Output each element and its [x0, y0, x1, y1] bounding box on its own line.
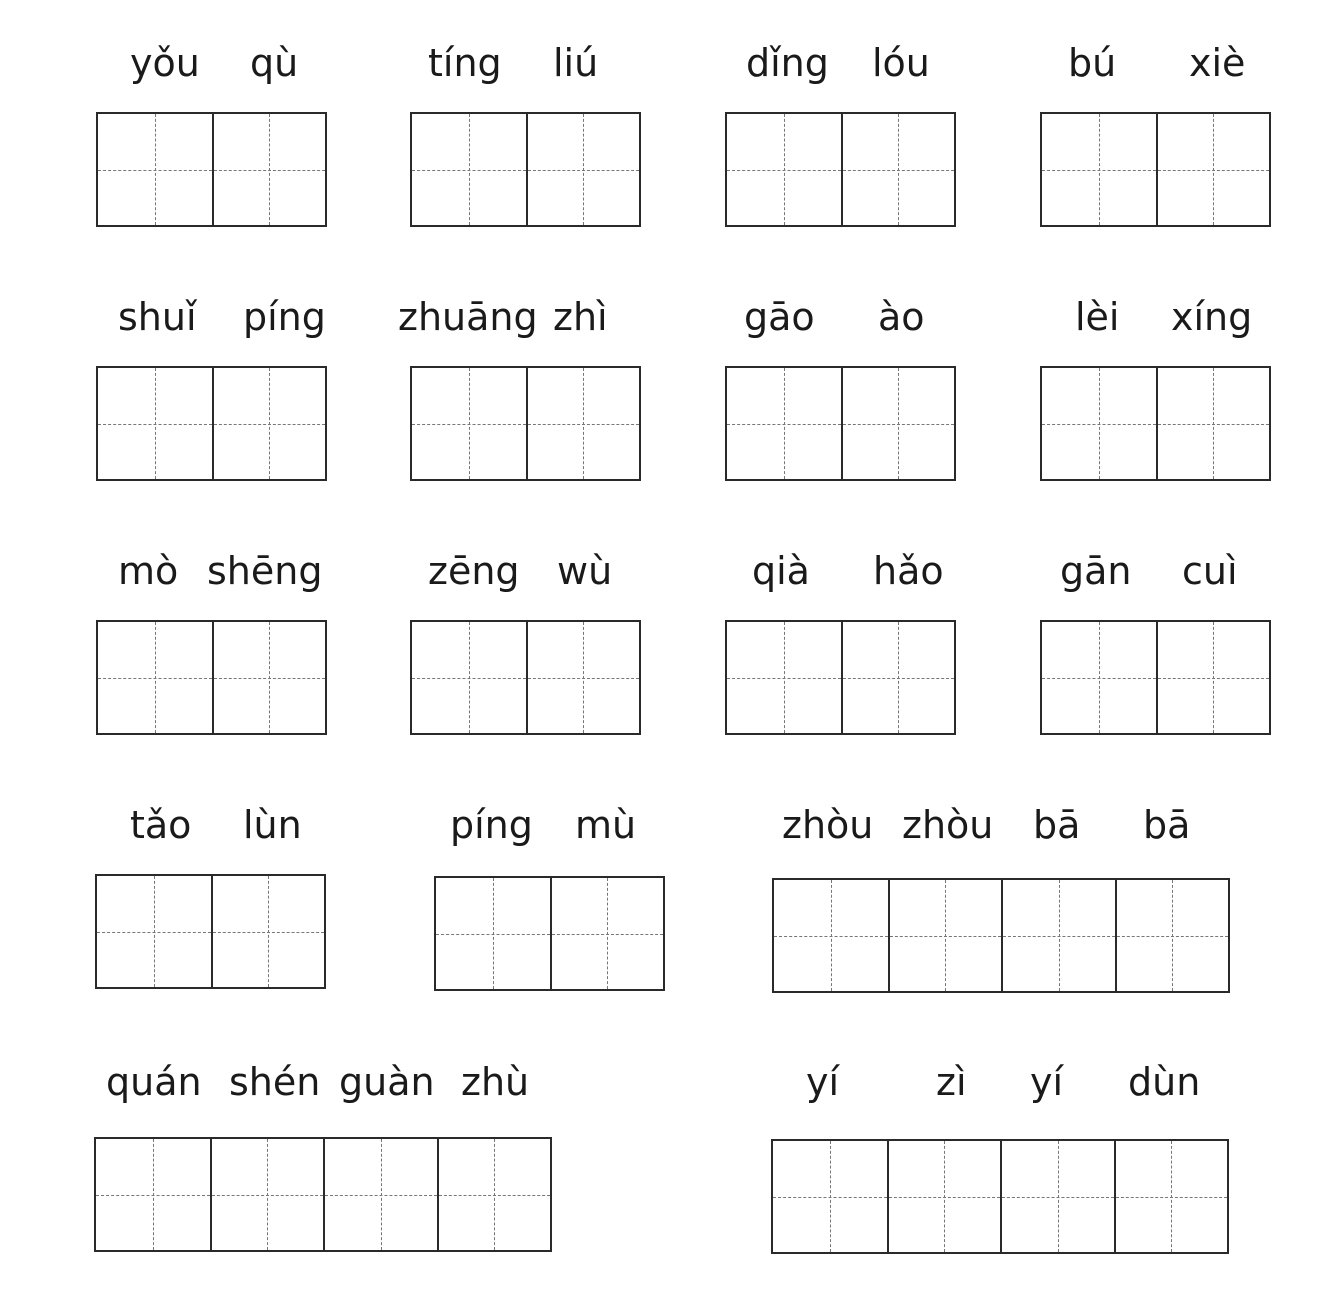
writing-grid	[725, 620, 956, 735]
pinyin-syllable: shén	[229, 1060, 321, 1104]
writing-grid	[772, 878, 1230, 993]
pinyin-syllable: gāo	[744, 295, 815, 339]
writing-grid	[410, 112, 641, 227]
guide-line-horizontal	[1117, 936, 1229, 937]
guide-line-horizontal	[98, 678, 212, 679]
writing-cell[interactable]	[1000, 1141, 1114, 1252]
pinyin-syllable: gān	[1060, 549, 1132, 593]
pinyin-syllable: yí	[806, 1060, 840, 1104]
pinyin-syllable: xíng	[1171, 295, 1253, 339]
pinyin-syllable: qià	[752, 549, 810, 593]
guide-line-horizontal	[214, 678, 326, 679]
guide-line-horizontal	[96, 1195, 210, 1196]
writing-grid	[771, 1139, 1229, 1254]
guide-line-horizontal	[1116, 1197, 1228, 1198]
writing-grid	[96, 366, 327, 481]
pinyin-syllable: qù	[250, 41, 299, 85]
guide-line-horizontal	[843, 424, 955, 425]
writing-cell[interactable]	[97, 876, 211, 987]
pinyin-syllable: wù	[557, 549, 613, 593]
pinyin-syllable: zhuāng	[398, 295, 538, 339]
guide-line-horizontal	[412, 424, 526, 425]
pinyin-syllable: yǒu	[130, 41, 200, 85]
writing-grid	[96, 112, 327, 227]
writing-grid	[725, 366, 956, 481]
guide-line-horizontal	[773, 1197, 887, 1198]
guide-line-horizontal	[552, 934, 664, 935]
pinyin-syllable: tǎo	[130, 803, 192, 847]
guide-line-horizontal	[890, 936, 1002, 937]
guide-line-horizontal	[1042, 170, 1156, 171]
writing-cell[interactable]	[1042, 114, 1156, 225]
writing-cell[interactable]	[1156, 622, 1270, 733]
writing-grid	[1040, 112, 1271, 227]
pinyin-syllable: tíng	[428, 41, 502, 85]
pinyin-syllable: guàn	[339, 1060, 435, 1104]
guide-line-horizontal	[727, 678, 841, 679]
writing-cell[interactable]	[323, 1139, 437, 1250]
writing-cell[interactable]	[526, 622, 640, 733]
writing-cell[interactable]	[841, 114, 955, 225]
writing-cell[interactable]	[1156, 368, 1270, 479]
guide-line-horizontal	[1003, 936, 1115, 937]
writing-cell[interactable]	[727, 114, 841, 225]
pinyin-syllable: píng	[243, 295, 326, 339]
writing-cell[interactable]	[437, 1139, 551, 1250]
pinyin-syllable: dǐng	[746, 41, 829, 85]
writing-cell[interactable]	[1042, 368, 1156, 479]
pinyin-syllable: mù	[575, 803, 637, 847]
guide-line-horizontal	[1158, 678, 1270, 679]
writing-cell[interactable]	[841, 622, 955, 733]
guide-line-horizontal	[436, 934, 550, 935]
writing-cell[interactable]	[212, 368, 326, 479]
writing-cell[interactable]	[412, 368, 526, 479]
guide-line-horizontal	[774, 936, 888, 937]
writing-grid	[1040, 366, 1271, 481]
guide-line-horizontal	[98, 424, 212, 425]
pinyin-syllable: liú	[553, 41, 599, 85]
guide-line-horizontal	[843, 678, 955, 679]
writing-cell[interactable]	[773, 1141, 887, 1252]
writing-cell[interactable]	[550, 878, 664, 989]
guide-line-horizontal	[528, 170, 640, 171]
guide-line-horizontal	[1158, 170, 1270, 171]
pinyin-syllable: bú	[1068, 41, 1117, 85]
writing-grid	[725, 112, 956, 227]
pinyin-syllable: zhòu	[902, 803, 994, 847]
writing-cell[interactable]	[1115, 880, 1229, 991]
writing-grid	[1040, 620, 1271, 735]
pinyin-syllable: bā	[1033, 803, 1081, 847]
writing-cell[interactable]	[98, 368, 212, 479]
writing-grid	[96, 620, 327, 735]
guide-line-horizontal	[97, 932, 211, 933]
pinyin-syllable: cuì	[1182, 549, 1238, 593]
writing-cell[interactable]	[727, 622, 841, 733]
writing-cell[interactable]	[887, 1141, 1001, 1252]
writing-cell[interactable]	[212, 114, 326, 225]
writing-cell[interactable]	[98, 114, 212, 225]
pinyin-syllable: zhì	[553, 295, 608, 339]
pinyin-syllable: píng	[450, 803, 533, 847]
writing-cell[interactable]	[727, 368, 841, 479]
guide-line-horizontal	[843, 170, 955, 171]
writing-cell[interactable]	[212, 622, 326, 733]
pinyin-syllable: bā	[1143, 803, 1191, 847]
guide-line-horizontal	[325, 1195, 437, 1196]
writing-cell[interactable]	[1042, 622, 1156, 733]
guide-line-horizontal	[412, 678, 526, 679]
guide-line-horizontal	[439, 1195, 551, 1196]
writing-grid	[434, 876, 665, 991]
writing-cell[interactable]	[841, 368, 955, 479]
pinyin-syllable: ào	[878, 295, 925, 339]
writing-grid	[410, 620, 641, 735]
writing-cell[interactable]	[412, 114, 526, 225]
writing-grid	[95, 874, 326, 989]
pinyin-syllable: quán	[106, 1060, 202, 1104]
guide-line-horizontal	[528, 678, 640, 679]
pinyin-syllable: hǎo	[873, 549, 944, 593]
pinyin-syllable: lèi	[1075, 295, 1120, 339]
writing-cell[interactable]	[1114, 1141, 1228, 1252]
guide-line-horizontal	[1002, 1197, 1114, 1198]
pinyin-syllable: shēng	[207, 549, 323, 593]
writing-cell[interactable]	[1001, 880, 1115, 991]
writing-cell[interactable]	[526, 368, 640, 479]
guide-line-horizontal	[727, 170, 841, 171]
guide-line-horizontal	[528, 424, 640, 425]
writing-cell[interactable]	[436, 878, 550, 989]
writing-cell[interactable]	[1156, 114, 1270, 225]
guide-line-horizontal	[1042, 678, 1156, 679]
guide-line-horizontal	[727, 424, 841, 425]
writing-cell[interactable]	[774, 880, 888, 991]
pinyin-syllable: shuǐ	[118, 295, 197, 339]
guide-line-horizontal	[213, 932, 325, 933]
guide-line-horizontal	[212, 1195, 324, 1196]
guide-line-horizontal	[889, 1197, 1001, 1198]
guide-line-horizontal	[1158, 424, 1270, 425]
writing-cell[interactable]	[888, 880, 1002, 991]
guide-line-horizontal	[1042, 424, 1156, 425]
writing-cell[interactable]	[526, 114, 640, 225]
writing-cell[interactable]	[96, 1139, 210, 1250]
pinyin-syllable: zì	[936, 1060, 967, 1104]
pinyin-syllable: lùn	[243, 803, 302, 847]
pinyin-syllable: lóu	[872, 41, 930, 85]
pinyin-syllable: zhù	[461, 1060, 530, 1104]
writing-cell[interactable]	[98, 622, 212, 733]
writing-cell[interactable]	[412, 622, 526, 733]
guide-line-horizontal	[412, 170, 526, 171]
writing-cell[interactable]	[211, 876, 325, 987]
pinyin-syllable: mò	[118, 549, 179, 593]
guide-line-horizontal	[214, 424, 326, 425]
guide-line-horizontal	[98, 170, 212, 171]
writing-grid	[410, 366, 641, 481]
pinyin-syllable: dùn	[1128, 1060, 1201, 1104]
writing-grid	[94, 1137, 552, 1252]
writing-cell[interactable]	[210, 1139, 324, 1250]
pinyin-syllable: zhòu	[782, 803, 874, 847]
pinyin-syllable: yí	[1030, 1060, 1064, 1104]
pinyin-syllable: xiè	[1189, 41, 1246, 85]
guide-line-horizontal	[214, 170, 326, 171]
pinyin-syllable: zēng	[428, 549, 520, 593]
